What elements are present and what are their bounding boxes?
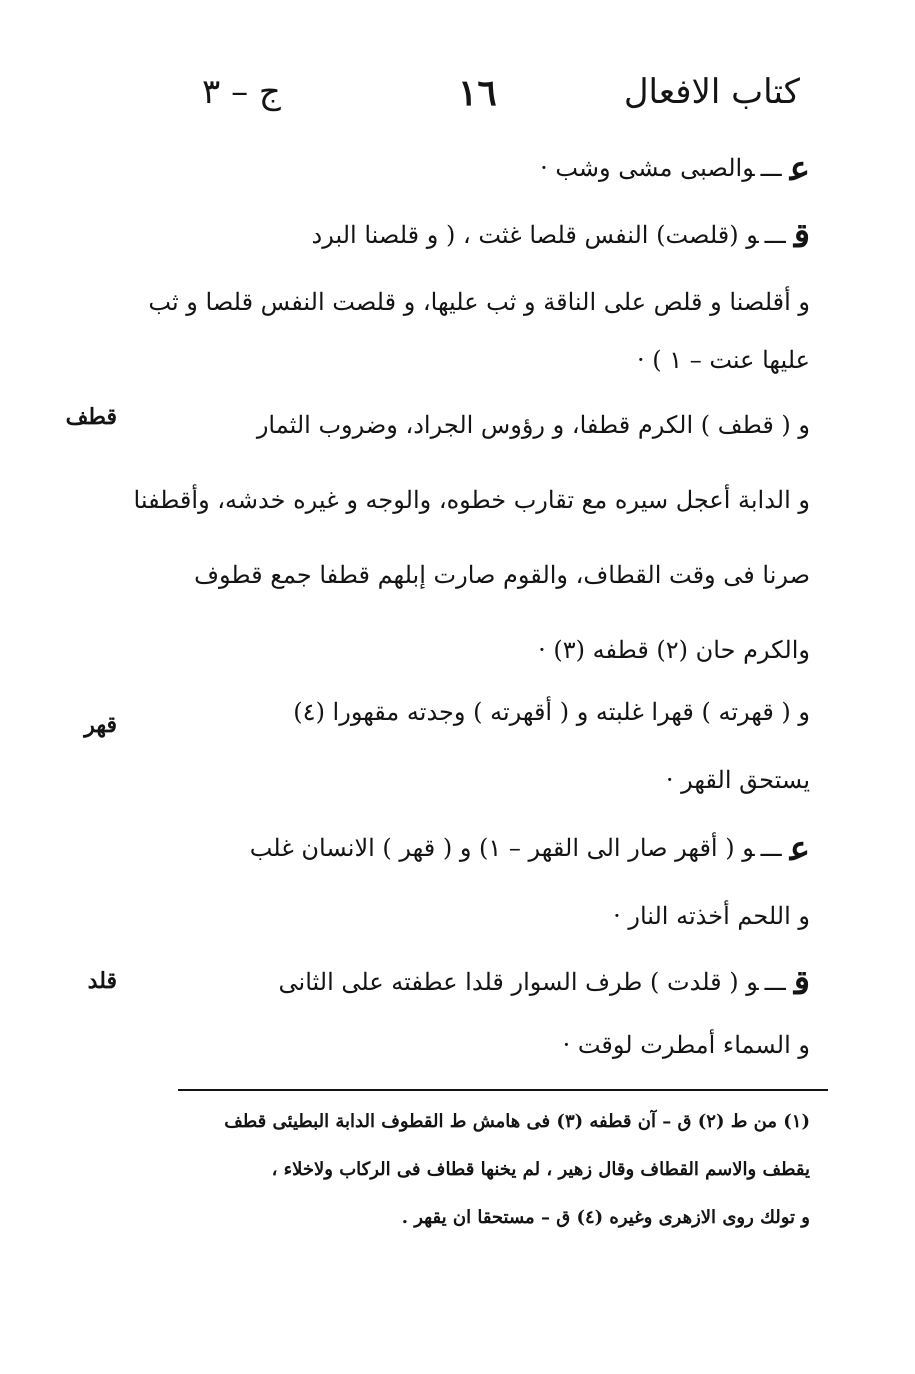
footnote-line-3: و تولك روى الازهرى وغيره (٤) ق – مستحقا ان يقهر .	[401, 1207, 810, 1228]
paragraph-text: والصبى مشى وشب ·	[540, 154, 755, 182]
paragraph-text: و ( قلدت ) طرف السوار قلدا عطفته على الثانى	[278, 968, 759, 996]
margin-entry-qataf: قطف	[65, 404, 117, 430]
qataf-line-1: و ( قطف ) الكرم قطفا، و رؤوس الجراد، وضروب الثمار	[256, 411, 810, 439]
paragraph-2-line-2: و أقلصنا و قلص على الناقة و ثب عليها، و قلصت النفس قلصا و ثب	[148, 288, 810, 316]
qataf-line-3: صرنا فى وقت القطاف، والقوم صارت إبلهم قطفا جمع قطوف	[194, 561, 810, 589]
qataf-line-4: والكرم حان (٢) قطفه (٣) ·	[538, 636, 810, 664]
page-number: ١٦	[458, 72, 497, 114]
footnote-divider	[178, 1089, 828, 1091]
source-marker: ق	[793, 963, 810, 1003]
source-marker: ع	[789, 149, 810, 189]
book-title: كتاب الافعال	[623, 72, 800, 112]
paragraph-text: و (قلصت) النفس قلصا غثت ، ( و قلصنا البرد	[311, 221, 759, 249]
marker-separator: ـــ	[764, 968, 786, 996]
marker-separator: ـــ	[760, 834, 782, 862]
margin-entry-qalad: قلد	[87, 968, 117, 994]
marker-separator: ـــ	[764, 221, 786, 249]
paragraph-text: و ( أقهر صار الى القهر – ١) و ( قهر ) الانسان غلب	[249, 834, 755, 862]
volume-number: ج – ٣	[202, 72, 281, 112]
paragraph-1-line-1	[540, 148, 810, 189]
qalad-line-2: و السماء أمطرت لوقت ·	[562, 1031, 810, 1059]
paragraph-2-line-3: عليها عنت – ١ ) ·	[636, 346, 810, 374]
qahar-line-2: يستحق القهر ·	[665, 766, 810, 794]
paragraph-5-line-2: و اللحم أخذته النار ·	[613, 902, 810, 930]
qahar-line-1: و ( قهرته ) قهرا غلبته و ( أقهرته ) وجدته مقهورا (٤)	[293, 698, 810, 726]
footnote-line-1: (١) من ط (٢) ق – آن قطفه (٣) فى هامش ط القطوف الدابة البطيئى قطف	[224, 1111, 810, 1132]
qalad-line-1	[279, 962, 810, 1003]
page-header	[180, 72, 800, 132]
source-marker: ق	[793, 216, 810, 256]
qataf-line-2: و الدابة أعجل سيره مع تقارب خطوه، والوجه و غيره خدشه، وأقطفنا	[133, 486, 810, 514]
paragraph-2-line-1	[312, 215, 810, 256]
marker-separator: ـــ	[760, 154, 782, 182]
source-marker: ع	[789, 829, 810, 869]
margin-entry-qahar: قهر	[84, 712, 117, 738]
footnote-line-2: يقطف والاسم القطاف وقال زهير ، لم يخنها قطاف فى الركاب ولاخلاء ،	[271, 1159, 810, 1180]
paragraph-5-line-1	[250, 828, 810, 869]
